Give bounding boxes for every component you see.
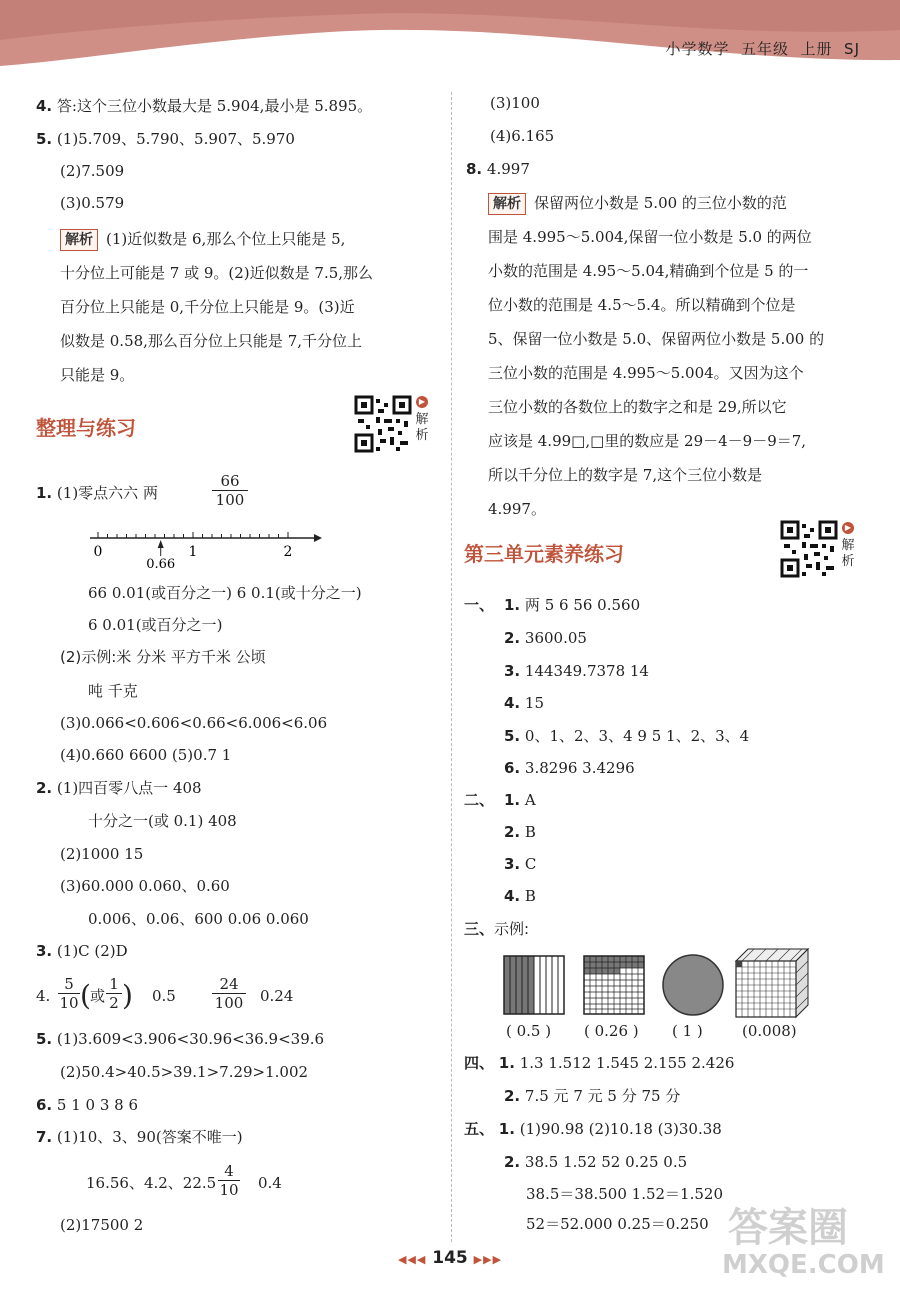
s5-line3: 38.5＝38.500 1.52＝1.520 [526, 1185, 723, 1203]
p3: 3. (1)C (2)D [36, 942, 128, 960]
p7-line2b: 0.4 [258, 1174, 282, 1192]
jiexi2-line9: 所以千分位上的数字是 7,这个三位小数是 [488, 466, 763, 484]
r-line2: (4)6.165 [490, 127, 555, 145]
fig-half-bars [502, 955, 572, 1015]
nl-point-label: 0.66 [146, 557, 176, 572]
jiexi2-line3: 小数的范围是 4.95～5.04,精确到个位是 5 的一 [488, 262, 809, 280]
p7-line2a: 16.56、4.2、22.5 [86, 1174, 217, 1192]
p1-line3: 6 0.01(或百分之一) [88, 616, 223, 634]
page-footer [0, 1248, 900, 1268]
jiexi2-line8: 应该是 4.99□,□里的数应是 29－4－9－9＝7, [488, 432, 807, 450]
section-title-1: 整理与练习 [36, 416, 136, 440]
right-arrows-icon: ▶▶▶ [473, 1253, 503, 1266]
s4-line2: 2. 7.5 元 7 元 5 分 75 分 [504, 1087, 681, 1105]
p1-line6: (3)0.066<0.606<0.66<6.006<6.06 [60, 714, 328, 732]
column-divider [451, 92, 452, 1242]
play-icon: ▶ [416, 396, 428, 408]
nl-tick-0: 0 [93, 544, 103, 560]
fig-cube [734, 947, 810, 1019]
s4-line1: 四、 1. 1.3 1.512 1.545 2.155 2.426 [464, 1054, 735, 1072]
s2-item1: 1. A [504, 791, 536, 809]
fig-circle [660, 953, 726, 1017]
r-line1: (3)100 [490, 94, 540, 112]
caption-4: (0.008) [742, 1022, 797, 1040]
jiexi1-line3: 百分位上只能是 0,千分位上只能是 9。(3)近 [60, 298, 355, 316]
p1-line7: (4)0.660 6600 (5)0.7 1 [60, 746, 232, 764]
p1-line2: 66 0.01(或百分之一) 6 0.1(或十分之一) [88, 584, 362, 602]
jiexi2-line1: 解析 保留两位小数是 5.00 的三位小数的范 [488, 192, 787, 215]
header-title: 小学数学 五年级 上册 SJ [665, 40, 860, 58]
s1-item4: 4. 15 [504, 694, 545, 712]
s2-item2: 2. B [504, 823, 536, 841]
s2-label: 二、 [464, 791, 495, 809]
p1-line1: 1. (1)零点六六 两 [36, 484, 158, 502]
jiexi2-line2: 围是 4.995～5.004,保留一位小数是 5.0 的两位 [488, 228, 812, 246]
s5-line1: 五、 1. (1)90.98 (2)10.18 (3)30.38 [464, 1120, 722, 1138]
watermark-logo: 答案圈 [728, 1205, 848, 1251]
s2-item4: 4. B [504, 887, 536, 905]
qr-code-icon[interactable] [780, 520, 838, 578]
s1-item6: 6. 3.8296 3.4296 [504, 759, 635, 777]
jiexi1-line2: 十分位上可能是 7 或 9。(2)近似数是 7.5,那么 [60, 264, 374, 282]
jiexi2-line10: 4.997。 [488, 500, 546, 518]
q5-line2: (2)7.509 [60, 162, 125, 180]
header-band [0, 0, 900, 70]
s1-label: 一、 [464, 596, 495, 614]
section-title-2: 第三单元素养练习 [464, 542, 624, 566]
fig-grid-026 [582, 955, 646, 1015]
qr-label: 解析 [415, 412, 429, 443]
paren-close: ) [122, 979, 133, 1012]
jiexi2-line6: 三位小数的范围是 4.995～5.004。又因为这个 [488, 364, 804, 382]
p2-line1: 2. (1)四百零八点一 408 [36, 779, 202, 797]
caption-2: ( 0.26 ) [584, 1022, 639, 1040]
p7-line3: (2)17500 2 [60, 1216, 144, 1234]
jiexi2-line4: 位小数的范围是 4.5～5.4。所以精确到个位是 [488, 296, 796, 314]
q5-line1: 5. (1)5.709、5.790、5.907、5.970 [36, 130, 295, 148]
p1-line5: 吨 千克 [88, 682, 138, 700]
nl-tick-1: 1 [188, 544, 198, 560]
page-number: 145 [432, 1248, 468, 1268]
q8: 8. 4.997 [466, 160, 530, 178]
q5-line3: (3)0.579 [60, 194, 125, 212]
fraction-4-10: $\frac{4}{10}$ [219, 1162, 239, 1199]
fraction-66-100: $\frac{66}{100}$ [212, 472, 248, 509]
p4-num: 4. [36, 987, 51, 1005]
qr-label: 解析 [841, 538, 855, 569]
p2-line5: 0.006、0.06、600 0.06 0.060 [88, 910, 309, 928]
jiexi-tag: 解析 [60, 229, 98, 251]
s1-item2: 2. 3600.05 [504, 629, 587, 647]
s1-item1: 1. 两 5 6 56 0.560 [504, 596, 641, 614]
s1-item5: 5. 0、1、2、3、4 9 5 1、2、3、4 [504, 727, 750, 745]
nl-tick-2: 2 [283, 544, 293, 560]
paren-open: ( [80, 979, 91, 1012]
watermark-url: MXQE.COM [722, 1250, 885, 1280]
p2-line4: (3)60.000 0.060、0.60 [60, 877, 230, 895]
fraction-5-10: $\frac{5}{10}$ [59, 975, 79, 1012]
play-icon: ▶ [842, 522, 854, 534]
p4-or: 或 [90, 987, 106, 1005]
jiexi1-line4: 似数是 0.58,那么百分位上只能是 7,千分位上 [60, 332, 363, 350]
jiexi2-line5: 5、保留一位小数是 5.0、保留两位小数是 5.00 的 [488, 330, 825, 348]
p5-line2: (2)50.4>40.5>39.1>7.29>1.002 [60, 1063, 309, 1081]
s1-item3: 3. 144349.7378 14 [504, 662, 649, 680]
s2-item3: 3. C [504, 855, 537, 873]
qr-code-icon[interactable] [354, 395, 412, 453]
jiexi-tag: 解析 [488, 193, 526, 215]
p2-line2: 十分之一(或 0.1) 408 [88, 812, 237, 830]
fraction-24-100: $\frac{24}{100}$ [212, 975, 246, 1012]
jiexi2-line7: 三位小数的各数位上的数字之和是 29,所以它 [488, 398, 787, 416]
p6: 6. 5 1 0 3 8 6 [36, 1096, 139, 1114]
left-arrows-icon: ◀◀◀ [397, 1253, 427, 1266]
jiexi1-line1: 解析 (1)近似数是 6,那么个位上只能是 5, [60, 228, 345, 251]
p4-value1: 0.5 [152, 987, 176, 1005]
p7-line1: 7. (1)10、3、90(答案不唯一) [36, 1128, 243, 1146]
jiexi1-line5: 只能是 9。 [60, 366, 135, 384]
q4: 4. 答:这个三位小数最大是 5.904,最小是 5.895。 [36, 97, 373, 115]
s5-line4: 52＝52.000 0.25＝0.250 [526, 1215, 709, 1233]
p5-line1: 5. (1)3.609<3.906<30.96<36.9<39.6 [36, 1030, 325, 1048]
fraction-1-2: $\frac{1}{2}$ [106, 975, 122, 1012]
number-line [84, 530, 324, 574]
caption-1: ( 0.5 ) [506, 1022, 552, 1040]
p2-line3: (2)1000 15 [60, 845, 144, 863]
s3-line: 三、示例: [464, 920, 530, 938]
caption-3: ( 1 ) [672, 1022, 703, 1040]
s5-line2: 2. 38.5 1.52 52 0.25 0.5 [504, 1153, 688, 1171]
p4-value2: 0.24 [260, 987, 294, 1005]
p1-line4: (2)示例:米 分米 平方千米 公顷 [60, 648, 266, 666]
